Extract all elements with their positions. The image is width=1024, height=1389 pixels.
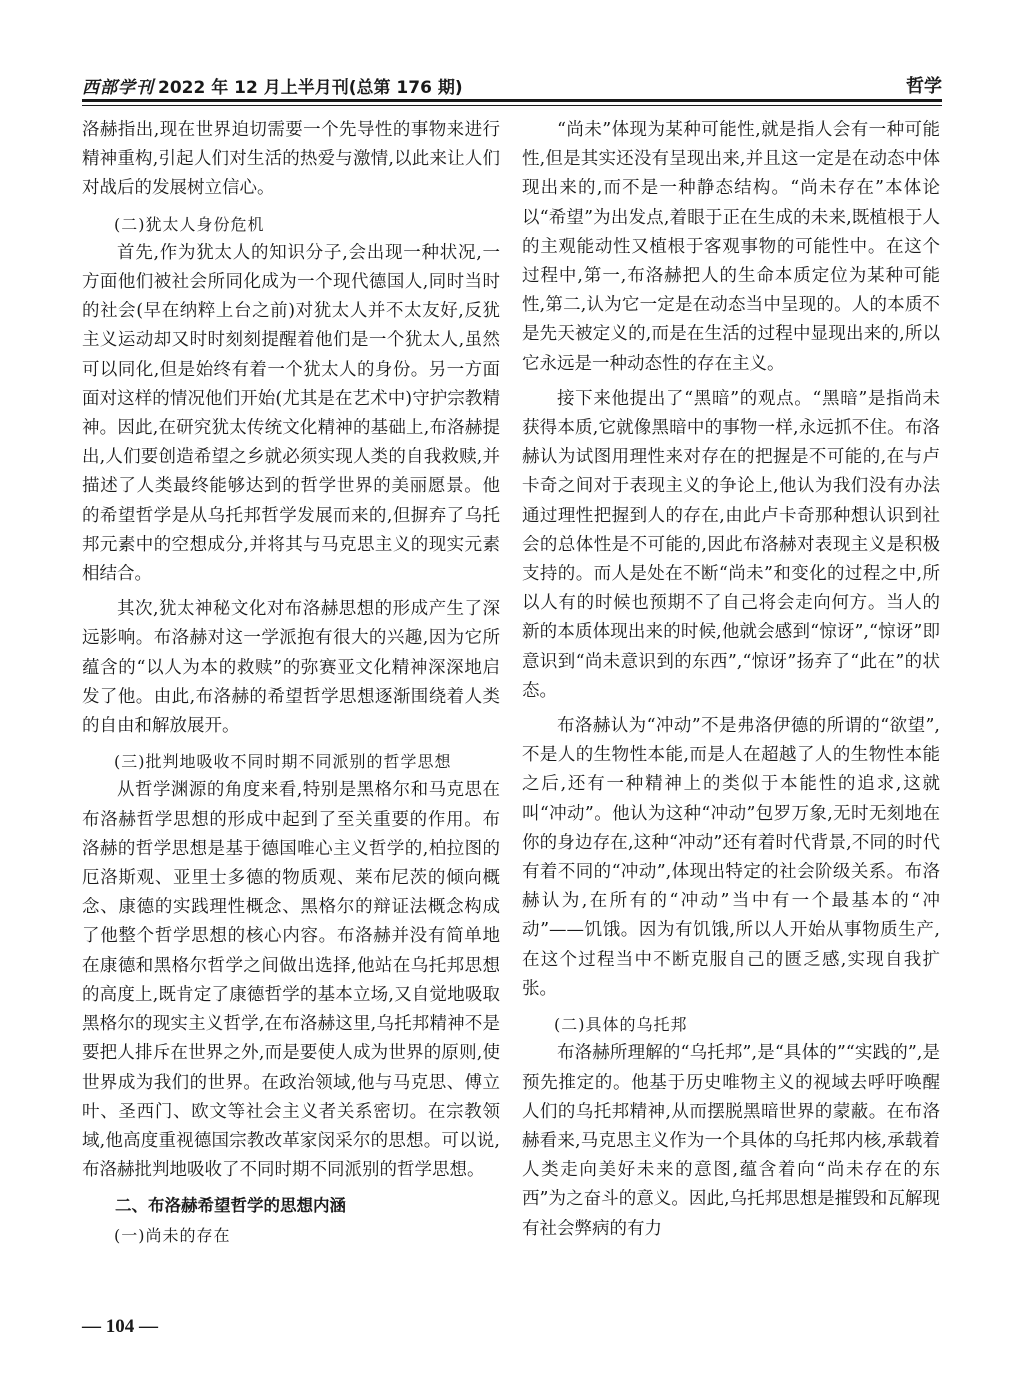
header-rule-thick (82, 99, 942, 102)
paragraph: 布洛赫所理解的“乌托邦”,是“具体的”“实践的”,是预先推定的。他基于历史唯物主义的视域去呼吁唤醒人们的乌托邦精神,从而摆脱黑暗世界的蒙蔽。在布洛赫看来,马克思主义作为一个具体的乌托邦内核,承载着人类走向美好未来的意图,蕴含着向“尚未存在的东西”为之奋斗的意义。因此,乌托邦思想是摧毁和瓦解现有社会弊病的有力 (522, 1043, 940, 1239)
paragraph: 首先,作为犹太人的知识分子,会出现一种状况,一方面他们被社会所同化成为一个现代德国人,同时当时的社会(早在纳粹上台之前)对犹太人并不太友好,反犹主义运动却又时时刻刻提醒着他们是一个犹太人,虽然可以同化,但是始终有着一个犹太人的身份。另一方面面对这样的情况他们开始(尤其是在艺术中)守护宗教精神。因此,在研究犹太传统文化精神的基础上,布洛赫提出,人们要创造希望之乡就必须实现人类的自我救赎,并描述了人类最终能够达到的哲学世界的美丽愿景。他的希望哲学是从乌托邦哲学发展而来的,但摒弃了乌托邦元素中的空想成分,并将其与马克思主义的现实元素相结合。 (82, 242, 500, 585)
subheading-not-yet-being: (一)尚未的存在 (114, 1225, 231, 1245)
journal-logo: 西部学刊 (82, 78, 154, 98)
paragraph: 其次,犹太神秘文化对布洛赫思想的形成产生了深远影响。布洛赫对这一学派抱有很大的兴趣,因为它所蕴含的“以人为本的救赎”的弥赛亚文化精神深深地启发了他。由此,布洛赫的希望哲学思想逐渐围绕着人类的自由和解放展开。 (82, 599, 500, 737)
subheading-concrete-utopia: (二)具体的乌托邦 (554, 1015, 688, 1035)
section-title: 哲学 (906, 76, 942, 97)
issue-info: 2022 年 12 月上半月刊(总第 176 期) (158, 78, 463, 98)
page-number: — 104 — (82, 1316, 158, 1337)
left-column (82, 116, 500, 1250)
header-journal-info (82, 73, 463, 98)
page-header (82, 72, 942, 98)
paragraph: 从哲学渊源的角度来看,特别是黑格尔和马克思在布洛赫哲学思想的形成中起到了至关重要的作用。布洛赫的哲学思想是基于德国唯心主义哲学的,柏拉图的厄洛斯观、亚里士多德的物质观、莱布尼茨的倾向概念、康德的实践理性概念、黑格尔的辩证法概念构成了他整个哲学思想的核心内容。布洛赫并没有简单地在康德和黑格尔哲学之间做出选择,他站在乌托邦思想的高度上,既肯定了康德哲学的基本立场,又自觉地吸取黑格尔的现实主义哲学,在布洛赫这里,乌托邦精神不是要把人排斥在世界之外,而是要使人成为世界的原则,使世界成为我们的世界。在政治领域,他与马克思、傅立叶、圣西门、欧文等社会主义者关系密切。在宗教领域,他高度重视德国宗教改革家闵采尔的思想。可以说,布洛赫批判地吸收了不同时期不同派别的哲学思想。 (82, 780, 500, 1181)
right-column (522, 116, 940, 1244)
paragraph: “尚未”体现为某种可能性,就是指人会有一种可能性,但是其实还没有呈现出来,并且这一定是在动态中体现出来的,而不是一种静态结构。“尚未存在”本体论以“希望”为出发点,着眼于正在生成的未来,既植根于人的主观能动性又植根于客观事物的可能性中。在这个过程中,第一,布洛赫把人的生命本质定位为某种可能性,第二,认为它一定是在动态当中呈现的。人的本质不是先天被定义的,而是在生活的过程中显现出来的,所以它永远是一种动态性的存在主义。 (522, 120, 940, 374)
paragraph: 布洛赫认为“冲动”不是弗洛伊德的所谓的“欲望”,不是人的生物性本能,而是人在超越了人的生物性本能之后,还有一种精神上的类似于本能性的追求,这就叫“冲动”。他认为这种“冲动”包罗万象,无时无刻地在你的身边存在,这种“冲动”还有着时代背景,不同的时代有着不同的“冲动”,体现出特定的社会阶级关系。布洛赫认为,在所有的“冲动”当中有一个最基本的“冲动”——饥饿。因为有饥饿,所以人开始从事物质生产,在这个过程当中不断克服自己的匮乏感,实现自我扩张。 (522, 716, 940, 999)
paragraph: 接下来他提出了“黑暗”的观点。“黑暗”是指尚未获得本质,它就像黑暗中的事物一样,永远抓不住。布洛赫认为试图用理性来对存在的把握是不可能的,在与卢卡奇之间对于表现主义的争论上,他认为我们没有办法通过理性把握到人的存在,由此卢卡奇那种想认识到社会的总体性是不可能的,因此布洛赫对表现主义是积极支持的。而人是处在不断“尚未”和变化的过程之中,所以人有的时候也预期不了自己将会走向何方。当人的新的本质体现出来的时候,他就会感到“惊讶”,“惊讶”即意识到“尚未意识到的东西”,“惊讶”扬弃了“此在”的状态。 (522, 388, 940, 701)
subheading-critical-absorption: (三)批判地吸收不同时期不同派别的哲学思想 (114, 752, 452, 772)
header-rule-thin (82, 105, 942, 106)
paragraph: 洛赫指出,现在世界迫切需要一个先导性的事物来进行精神重构,引起人们对生活的热爱与激情,以此来让人们对战后的发展树立信心。 (82, 120, 500, 199)
subheading-jewish-identity: (二)犹太人身份危机 (114, 214, 265, 234)
section-heading-connotation: 二、布洛赫希望哲学的思想内涵 (115, 1196, 346, 1216)
